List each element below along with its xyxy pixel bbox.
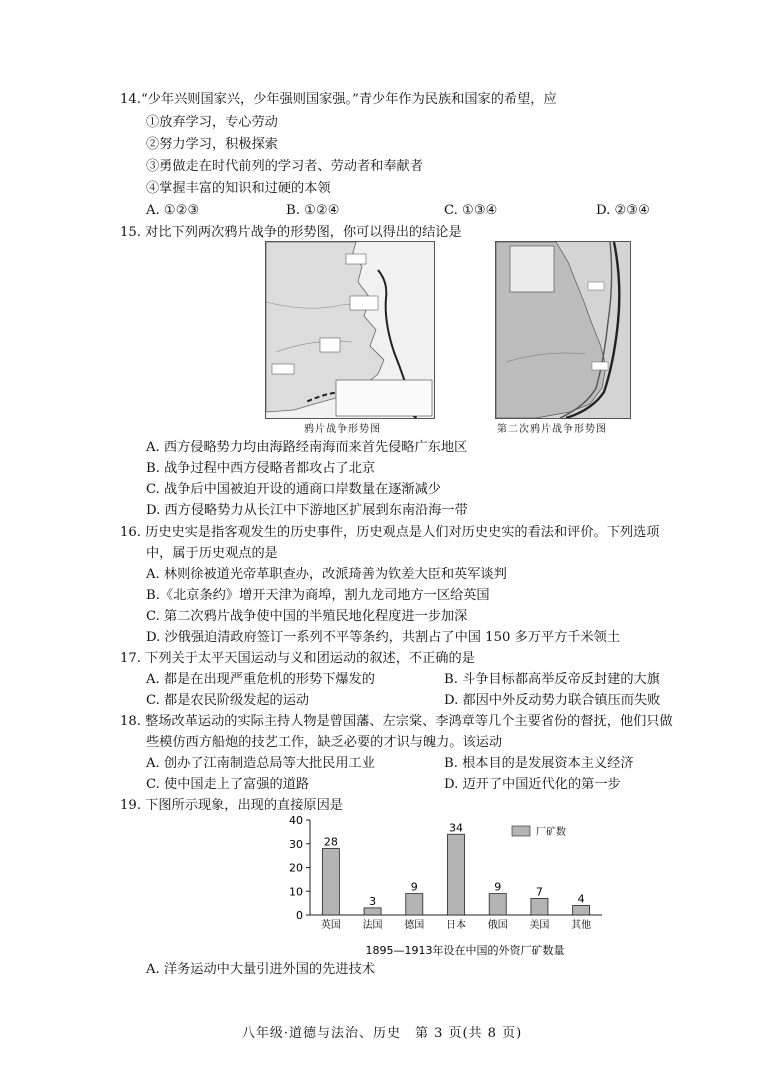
y-tick-label: 30 [289, 837, 303, 851]
bar-value-label: 7 [535, 885, 543, 899]
bar-value-label: 9 [410, 880, 418, 894]
bar [406, 894, 423, 915]
bar-value-label: 9 [494, 880, 502, 894]
bar [364, 908, 381, 915]
q18-stem-line1: 18. 整场改革运动的实际主持人物是曾国藩、左宗棠、李鸿章等几个主要省份的督抚，他们只做 [120, 714, 673, 729]
bar [322, 849, 339, 916]
q19-option-a: A. 洋务运动中大量引进外国的先进技术 [146, 962, 375, 977]
category-label: 日本 [446, 920, 466, 931]
q18-option-c: C. 使中国走上了富强的道路 [146, 777, 310, 792]
q14-option-d: D. ②③④ [596, 203, 650, 218]
q14-option-c: C. ①③④ [444, 203, 498, 218]
q16-option-c: C. 第二次鸦片战争使中国的半殖民地化程度进一步加深 [146, 609, 468, 624]
category-label: 其他 [571, 920, 592, 931]
q14-item-4: ④掌握丰富的知识和过硬的本领 [146, 181, 331, 196]
opium-war-map [265, 241, 435, 419]
q17-stem: 17. 下列关于太平天国运动与义和团运动的叙述，不正确的是 [120, 651, 475, 666]
bar-value-label: 28 [323, 835, 338, 849]
bar-value-label: 34 [449, 821, 463, 835]
x-axis-labels [321, 918, 591, 931]
q16-stem-line2: 中，属于历史观点的是 [146, 546, 278, 561]
q17-option-b: B. 斗争目标都高举反帝反封建的大旗 [444, 672, 660, 687]
bar [448, 834, 465, 915]
category-label: 法国 [362, 920, 383, 931]
q16-option-b: B.《北京条约》增开天津为商埠，割九龙司地方一区给英国 [146, 588, 490, 603]
bar-value-label: 4 [577, 892, 585, 906]
q17-option-d: D. 都因中外反动势力联合镇压而失败 [444, 693, 661, 708]
page-footer: 八年级·道德与法治、历史 第 3 页(共 8 页) [241, 1026, 523, 1041]
y-tick-label: 10 [289, 885, 303, 899]
q16-option-a: A. 林则徐被道光帝革职查办，改派琦善为钦差大臣和英军谈判 [146, 567, 507, 582]
y-tick-label: 0 [296, 909, 303, 922]
foreign-factories-bar-chart [280, 814, 610, 962]
y-tick-label: 20 [289, 861, 303, 875]
q19-stem: 19. 下图所示现象，出现的直接原因是 [120, 798, 343, 813]
q14-option-b: B. ①②④ [286, 203, 340, 218]
bar [573, 906, 590, 916]
y-tick-label: 40 [289, 814, 303, 827]
legend-label: 厂矿数 [536, 827, 566, 838]
category-label: 德国 [404, 920, 425, 931]
map2-caption: 第二次鸦片战争形势图 [497, 424, 607, 435]
q17-option-c: C. 都是农民阶级发起的运动 [146, 693, 310, 708]
q16-stem-line1: 16. 历史史实是指客观发生的历史事件，历史观点是人们对历史史实的看法和评价。下列选项 [120, 525, 660, 540]
legend-swatch [512, 826, 530, 836]
category-label: 英国 [320, 920, 341, 931]
q14-item-2: ②努力学习，积极探索 [146, 137, 278, 152]
q15-option-a: A. 西方侵略势力均由海路经南海而来首先侵略广东地区 [146, 440, 468, 455]
q15-stem: 15. 对比下列两次鸦片战争的形势图，你可以得出的结论是 [120, 225, 462, 240]
q18-option-b: B. 根本目的是发展资本主义经济 [444, 756, 634, 771]
x-axis-title: 1895—1913年设在中国的外资厂矿数量 [365, 944, 565, 957]
q14-stem: 14.“少年兴则国家兴，少年强则国家强。”青少年作为民族和国家的希望，应 [120, 92, 557, 107]
q15-option-d: D. 西方侵略势力从长江中下游地区扩展到东南沿海一带 [146, 503, 468, 518]
q15-option-c: C. 战争后中国被迫开设的通商口岸数量在逐渐减少 [146, 482, 441, 497]
map1-caption: 鸦片战争形势图 [304, 424, 381, 435]
q14-item-3: ③勇做走在时代前列的学习者、劳动者和奉献者 [146, 159, 423, 174]
bar [489, 894, 506, 915]
q18-option-d: D. 迈开了中国近代化的第一步 [444, 777, 621, 792]
q18-option-a: A. 创办了江南制造总局等大批民用工业 [146, 756, 375, 771]
q17-option-a: A. 都是在出现严重危机的形势下爆发的 [146, 672, 375, 687]
q14-item-1: ①放弃学习，专心劳动 [146, 115, 278, 130]
category-label: 美国 [529, 920, 550, 931]
second-opium-war-map [495, 241, 631, 419]
q16-option-d: D. 沙俄强迫清政府签订一系列不平等条约，共割占了中国 150 多万平方千米领土 [146, 630, 621, 645]
category-label: 俄国 [487, 920, 508, 931]
bar-value-label: 3 [369, 894, 377, 908]
q18-stem-line2: 些模仿西方船炮的技艺工作，缺乏必要的才识与魄力。该运动 [146, 735, 503, 750]
bar [531, 898, 548, 915]
q14-option-a: A. ①②③ [146, 203, 200, 218]
q15-option-b: B. 战争过程中西方侵略者都攻占了北京 [146, 461, 376, 476]
